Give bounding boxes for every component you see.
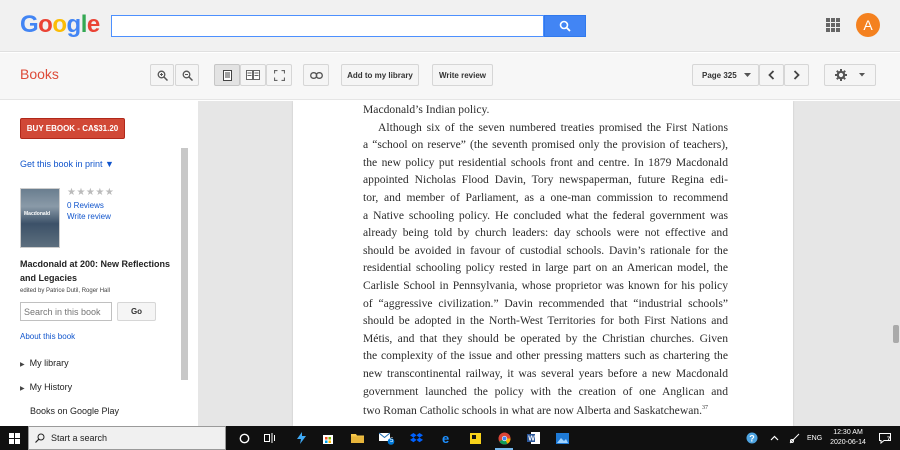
text-line: two Roman Catholic schools in what are now Alberta and Saskatchewan. (363, 403, 703, 417)
start-button[interactable] (0, 426, 28, 450)
link-button[interactable] (303, 64, 329, 86)
sidebar-write-review-link[interactable]: Write review (67, 212, 111, 221)
rating-stars[interactable]: ★★★★★ (67, 187, 115, 198)
notification-count: 7 (887, 437, 891, 443)
taskbar-app-photos[interactable] (550, 426, 574, 450)
svg-text:e: e (442, 432, 450, 444)
help-icon (746, 432, 758, 444)
task-view-icon (264, 433, 276, 443)
help-tray-icon-button[interactable] (740, 426, 764, 450)
photos-icon (556, 433, 569, 444)
mail-badge: 5 (390, 438, 394, 444)
word-icon (527, 432, 540, 444)
link-icon (310, 72, 323, 79)
viewer-scrollbar[interactable] (893, 325, 899, 343)
lightning-icon (296, 432, 307, 444)
gear-icon (835, 69, 847, 81)
search-box (111, 15, 544, 37)
edge-icon (441, 432, 453, 444)
book-viewer[interactable] (198, 101, 900, 426)
text-line: Macdonald’s Indian policy. (363, 103, 490, 116)
sidebar-item-my-library[interactable] (20, 358, 69, 368)
text-line: government launched the policy with the creation of one Anglican and (363, 384, 728, 398)
reviews-link[interactable]: 0 Reviews (67, 201, 104, 210)
network-icon (789, 433, 800, 444)
chevron-right-icon (793, 70, 800, 80)
taskbar-app-word[interactable] (521, 426, 545, 450)
taskbar-app-chrome[interactable] (492, 426, 516, 450)
taskbar-app-edge[interactable] (435, 426, 459, 450)
sidebar-item-books-on-play[interactable]: Books on Google Play (30, 406, 120, 416)
search-icon (35, 433, 45, 443)
logo-letter: o (38, 11, 53, 38)
text-line: Métis, and that they should be operated by the Christian churches. Given (363, 331, 728, 345)
avatar[interactable]: A (856, 13, 880, 37)
add-to-library-button[interactable]: Add to my library (341, 64, 419, 86)
zoom-in-icon (157, 70, 168, 81)
fullscreen-button[interactable] (266, 64, 292, 86)
chevron-down-icon (744, 73, 751, 78)
folder-icon (351, 433, 364, 443)
clock-date: 2020-06-14 (830, 439, 866, 446)
text-line: new transcontinental railway, it was several years before a new Macdonald (363, 366, 728, 380)
taskbar-app-file-explorer[interactable] (345, 426, 369, 450)
apps-grid-icon[interactable] (826, 18, 840, 32)
logo-letter: G (20, 11, 39, 38)
cover-title: Macdonald (24, 211, 51, 217)
cortana-icon (239, 433, 250, 444)
task-view-button[interactable] (258, 426, 282, 450)
taskbar-search-label: Start a search (51, 433, 108, 443)
taskbar-app-sticky-notes[interactable] (463, 426, 487, 450)
chevron-down-icon (859, 73, 865, 77)
search-in-book-input[interactable] (20, 302, 112, 321)
zoom-in-button[interactable] (150, 64, 174, 86)
logo-letter: l (80, 11, 87, 38)
page-selector[interactable] (692, 64, 759, 86)
google-logo[interactable] (20, 11, 100, 39)
chevron-left-icon (768, 70, 775, 80)
system-clock[interactable] (828, 428, 868, 448)
text-line: the complexity of the issue and other pressing matters such as chartering the (363, 349, 728, 363)
two-page-icon (246, 70, 260, 80)
book-editors: edited by Patrice Dutil, Roger Hall (20, 288, 111, 294)
network-tray-button[interactable] (782, 426, 806, 450)
sidebar-item-label: My History (29, 382, 73, 392)
write-review-button[interactable]: Write review (432, 64, 493, 86)
cortana-button[interactable] (232, 426, 256, 450)
taskbar-app-store[interactable] (316, 426, 340, 450)
zoom-out-button[interactable] (175, 64, 199, 86)
taskbar-app-mail[interactable] (375, 426, 399, 450)
books-toolbar (0, 53, 900, 100)
windows-taskbar (0, 426, 900, 450)
zoom-out-icon (182, 70, 193, 81)
text-line: Carlisle School in Pennsylvania, whose proprietor was known for his policy (363, 278, 728, 292)
store-bag-icon (322, 432, 334, 444)
go-button[interactable]: Go (117, 302, 156, 321)
settings-button[interactable] (824, 64, 876, 86)
text-line: a “school on reserve” (the seventh promised only the provision of teachers), (363, 138, 728, 152)
book-page (293, 101, 793, 426)
logo-letter: g (66, 11, 81, 38)
previous-page-button[interactable] (759, 64, 784, 86)
triangle-right-icon: ▶ (20, 386, 25, 392)
svg-text:?: ? (749, 433, 755, 444)
text-line: should be avoided in favour of custodial schools. Davin’s rationale for the (363, 243, 728, 257)
text-line: tor, and member of Parliament, as a one-man commission to recommend (363, 190, 728, 204)
svg-text:W: W (527, 435, 535, 443)
taskbar-search-box[interactable] (28, 426, 226, 450)
clock-time: 12:30 AM (833, 429, 863, 436)
two-page-view-button[interactable] (240, 64, 266, 86)
text-line: of “aggressive civilization.” Davin recommended that “industrial schools” (363, 296, 728, 310)
text-line: already being told by church leaders: day schools were not effective and (363, 226, 728, 240)
book-sidebar (0, 101, 198, 426)
google-header (0, 0, 900, 52)
page-selector-label: Page 325 (702, 70, 737, 80)
taskbar-app-visual-studio[interactable] (289, 426, 313, 450)
text-line: residential schooling policy rested in large part on an American model, the (363, 261, 728, 275)
text-line: should be adopted in the North-West Territories for both First Nations and (363, 314, 728, 328)
dropbox-icon (410, 433, 423, 444)
logo-letter: e (86, 11, 100, 38)
buy-ebook-button[interactable]: BUY EBOOK - CA$31.20 (20, 118, 125, 139)
footnote-marker[interactable]: 37 (702, 405, 709, 412)
logo-letter: o (52, 11, 67, 38)
chevron-up-icon (770, 435, 779, 441)
text-line: a Native schooling policy. He concluded what the federal government was (363, 208, 728, 222)
page-text (363, 101, 728, 420)
book-title: Macdonald at 200: New Reflections and Legacies (20, 259, 171, 283)
get-book-in-print-link[interactable]: Get this book in print ▼ (20, 159, 114, 169)
triangle-right-icon: ▶ (20, 362, 25, 368)
taskbar-app-dropbox[interactable] (404, 426, 428, 450)
single-page-icon (223, 70, 232, 81)
sidebar-item-label: My library (29, 358, 69, 368)
text-line: appointed Nicholas Flood Davin, Tory newspaperman, future Regina edi- (363, 173, 728, 187)
next-page-button[interactable] (784, 64, 809, 86)
sidebar-item-my-history[interactable] (20, 382, 72, 392)
fullscreen-icon (274, 70, 285, 81)
single-page-view-button[interactable] (214, 64, 240, 86)
language-indicator[interactable]: ENG (807, 435, 823, 442)
text-line: the new policy put residential schools front and centre. In 1879 Macdonald (363, 155, 728, 169)
about-this-book-link[interactable]: About this book (20, 332, 76, 341)
sidebar-scrollbar[interactable] (181, 148, 188, 380)
search-button[interactable] (544, 15, 586, 37)
book-cover[interactable] (20, 188, 60, 248)
books-section-title[interactable]: Books (20, 66, 59, 82)
sticky-notes-icon (470, 433, 481, 444)
search-input[interactable] (112, 16, 543, 36)
chrome-icon (498, 432, 511, 445)
action-center-button[interactable] (873, 426, 897, 450)
text-line: Although six of the seven numbered treaties promised the First Nations (378, 120, 728, 134)
text-line-final (363, 400, 728, 419)
windows-icon (9, 433, 20, 444)
search-icon (559, 20, 571, 32)
